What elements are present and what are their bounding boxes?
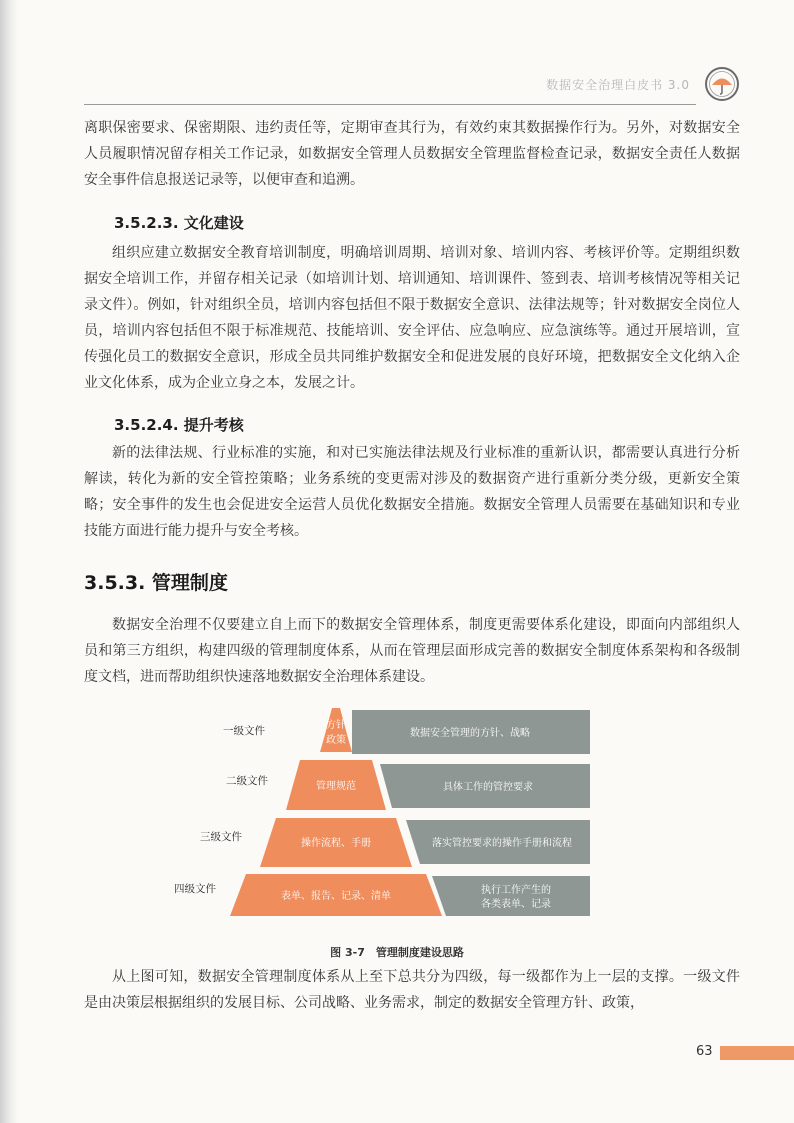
desc-text-3: 落实管控要求的操作手册和流程 (432, 838, 572, 849)
paragraph-system: 数据安全治理不仅要建立自上而下的数据安全管理体系，制度更需要体系化建设，即面向内部组织人员和第三方组织，构建四级的管理制度体系，从而在管理层面形成完善的数据安全制度体系架构和各级制度文档，进而帮助组织快速落地数据安全治理体系建设。 (84, 617, 740, 685)
heading-assess: 3.5.2.4. 提升考核 (114, 416, 244, 434)
umbrella-logo-icon (704, 66, 740, 102)
page-number: 63 (696, 1044, 713, 1059)
figure-caption: 图 3-7 管理制度建设思路 (330, 946, 464, 959)
desc-text-1: 数据安全管理的方针、战略 (410, 728, 530, 739)
level-label-2: 二级文件 (226, 775, 268, 787)
paragraph-culture: 组织应建立数据安全教育培训制度，明确培训周期、培训对象、培训内容、考核评价等。定期组织数据安全培训工作，并留存相关记录（如培训计划、培训通知、培训课件、签到表、培训考核情况等相关记录文件）。例如，针对组织全员，培训内容包括但不限于数据安全意识、法律法规等；针对数据安全岗位人员，培训内容包括但不限于标准规范、技能培训、安全评估、应急响应、应急演练等。通过开展培训，宣传强化员工的数据安全意识，形成全员共同维护数据安全和促进发展的良好环境，把数据安全文化纳入企业文化体系，成为企业立身之本，发展之计。 (84, 245, 740, 391)
level-label-3: 三级文件 (200, 831, 242, 843)
level-label-1: 一级文件 (223, 725, 265, 737)
page-header (84, 66, 740, 110)
pyramid-content-4: 表单、报告、记录、清单 (281, 891, 391, 902)
pyramid-content-2: 管理规范 (316, 781, 356, 792)
pyramid-content-1b: 政策 (326, 735, 346, 746)
header-title: 数据安全治理白皮书 3.0 (546, 78, 690, 92)
desc-box-4 (432, 876, 590, 916)
pyramid-content-1a: 方针 (326, 720, 346, 731)
heading-culture: 3.5.2.3. 文化建设 (114, 214, 244, 232)
desc-text-4b: 各类表单、记录 (481, 899, 551, 910)
desc-text-2: 具体工作的管控要求 (443, 782, 533, 793)
pyramid-diagram (170, 700, 600, 930)
paragraph-after: 从上图可知，数据安全管理制度体系从上至下总共分为四级，每一级都作为上一层的支撑。一级文件是由决策层根据组织的发展目标、公司战略、业务需求，制定的数据安全管理方针、政策， (84, 969, 740, 1011)
desc-text-4a: 执行工作产生的 (481, 885, 551, 896)
pyramid-content-3: 操作流程、手册 (301, 838, 371, 849)
paragraph-intro: 离职保密要求、保密期限、违约责任等，定期审查其行为，有效约束其数据操作行为。另外，对数据安全人员履职情况留存相关工作记录，如数据安全管理人员数据安全管理监督检查记录，数据安全责任人数据安全事件信息报送记录等，以便审查和追溯。 (84, 120, 740, 188)
level-label-4: 四级文件 (174, 883, 216, 895)
heading-system: 3.5.3. 管理制度 (84, 572, 228, 594)
pyramid-svg (170, 700, 600, 930)
header-rule (84, 104, 696, 105)
paragraph-assess: 新的法律法规、行业标准的实施，和对已实施法律法规及行业标准的重新认识，都需要认真进行分析解读，转化为新的安全管控策略；业务系统的变更需对涉及的数据资产进行重新分类分级，更新安全策略；安全事件的发生也会促进安全运营人员优化数据安全措施。数据安全管理人员需要在基础知识和专业技能方面进行能力提升与安全考核。 (84, 445, 740, 539)
page-number-bar (720, 1046, 794, 1060)
